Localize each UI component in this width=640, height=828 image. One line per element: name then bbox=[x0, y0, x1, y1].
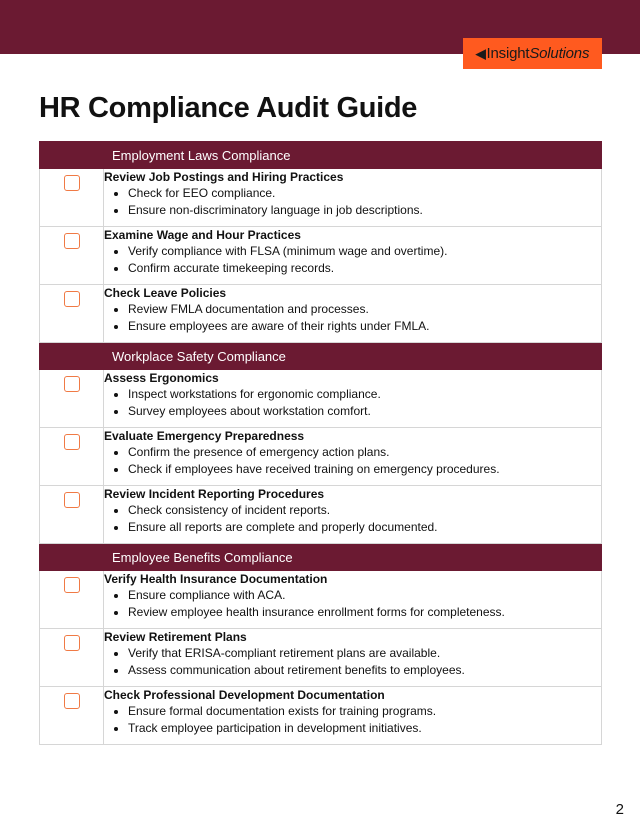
bullet-list bbox=[104, 645, 601, 678]
section-header bbox=[40, 343, 602, 370]
checkbox[interactable] bbox=[64, 233, 80, 249]
audit-checklist-table bbox=[39, 141, 602, 745]
item-title: Examine Wage and Hour Practices bbox=[104, 228, 301, 242]
brand-logo bbox=[463, 38, 602, 69]
bullet-item: • Check consistency of incident reports. bbox=[128, 502, 601, 519]
bullet-list bbox=[104, 703, 601, 736]
checkbox[interactable] bbox=[64, 577, 80, 593]
checklist-row bbox=[40, 227, 602, 285]
bullet-list bbox=[104, 386, 601, 419]
checkbox[interactable] bbox=[64, 434, 80, 450]
section-header-blank bbox=[40, 544, 104, 571]
item-title: Review Job Postings and Hiring Practices bbox=[104, 170, 344, 184]
checkbox[interactable] bbox=[64, 635, 80, 651]
bullet-list bbox=[104, 185, 601, 218]
section-title: Employment Laws Compliance bbox=[104, 142, 602, 169]
bullet-item: • Check if employees have received training on emergency procedures. bbox=[128, 461, 601, 478]
checklist-row bbox=[40, 629, 602, 687]
section-header-blank bbox=[40, 343, 104, 370]
bullet-item: • Confirm the presence of emergency action plans. bbox=[128, 444, 601, 461]
bullet-item: • Survey employees about workstation comfort. bbox=[128, 403, 601, 420]
checklist-row bbox=[40, 370, 602, 428]
bullet-item: • Review employee health insurance enrollment forms for completeness. bbox=[128, 604, 601, 621]
bullet-item: • Verify that ERISA-compliant retirement plans are available. bbox=[128, 645, 601, 662]
logo-word-solutions: Solutions bbox=[529, 45, 590, 62]
checkbox[interactable] bbox=[64, 376, 80, 392]
bullet-list bbox=[104, 301, 601, 334]
page-number: 2 bbox=[615, 801, 624, 818]
checkbox[interactable] bbox=[64, 693, 80, 709]
bullet-item: • Ensure compliance with ACA. bbox=[128, 587, 601, 604]
checklist-row bbox=[40, 486, 602, 544]
bullet-item: • Inspect workstations for ergonomic compliance. bbox=[128, 386, 601, 403]
page-title: HR Compliance Audit Guide bbox=[39, 92, 418, 124]
bullet-item: • Check for EEO compliance. bbox=[128, 185, 601, 202]
checklist-row bbox=[40, 687, 602, 745]
bullet-list bbox=[104, 243, 601, 276]
checklist-row bbox=[40, 571, 602, 629]
checkbox[interactable] bbox=[64, 175, 80, 191]
section-title: Employee Benefits Compliance bbox=[104, 544, 602, 571]
bullet-item: • Ensure non-discriminatory language in job descriptions. bbox=[128, 202, 601, 219]
section-header-blank bbox=[40, 142, 104, 169]
bullet-item: • Confirm accurate timekeeping records. bbox=[128, 260, 601, 277]
checklist-row bbox=[40, 428, 602, 486]
bullet-list bbox=[104, 502, 601, 535]
bullet-item: • Review FMLA documentation and processes. bbox=[128, 301, 601, 318]
item-title: Verify Health Insurance Documentation bbox=[104, 572, 328, 586]
bullet-item: • Ensure formal documentation exists for training programs. bbox=[128, 703, 601, 720]
checkbox[interactable] bbox=[64, 291, 80, 307]
item-title: Review Incident Reporting Procedures bbox=[104, 487, 325, 501]
bullet-item: • Track employee participation in development initiatives. bbox=[128, 720, 601, 737]
item-title: Check Professional Development Documentation bbox=[104, 688, 385, 702]
section-title: Workplace Safety Compliance bbox=[104, 343, 602, 370]
bullet-item: • Assess communication about retirement benefits to employees. bbox=[128, 662, 601, 679]
item-title: Assess Ergonomics bbox=[104, 371, 219, 385]
checkbox[interactable] bbox=[64, 492, 80, 508]
bullet-item: • Verify compliance with FLSA (minimum wage and overtime). bbox=[128, 243, 601, 260]
section-header bbox=[40, 142, 602, 169]
checklist-row bbox=[40, 285, 602, 343]
bullet-list bbox=[104, 587, 601, 620]
item-title: Check Leave Policies bbox=[104, 286, 227, 300]
bullet-item: • Ensure all reports are complete and properly documented. bbox=[128, 519, 601, 536]
item-title: Review Retirement Plans bbox=[104, 630, 247, 644]
bullet-item: • Ensure employees are aware of their rights under FMLA. bbox=[128, 318, 601, 335]
item-title: Evaluate Emergency Preparedness bbox=[104, 429, 305, 443]
logo-mark-icon: ◀ bbox=[475, 45, 486, 61]
logo-word-insight: Insight bbox=[486, 45, 530, 62]
section-header bbox=[40, 544, 602, 571]
checklist-row bbox=[40, 169, 602, 227]
bullet-list bbox=[104, 444, 601, 477]
